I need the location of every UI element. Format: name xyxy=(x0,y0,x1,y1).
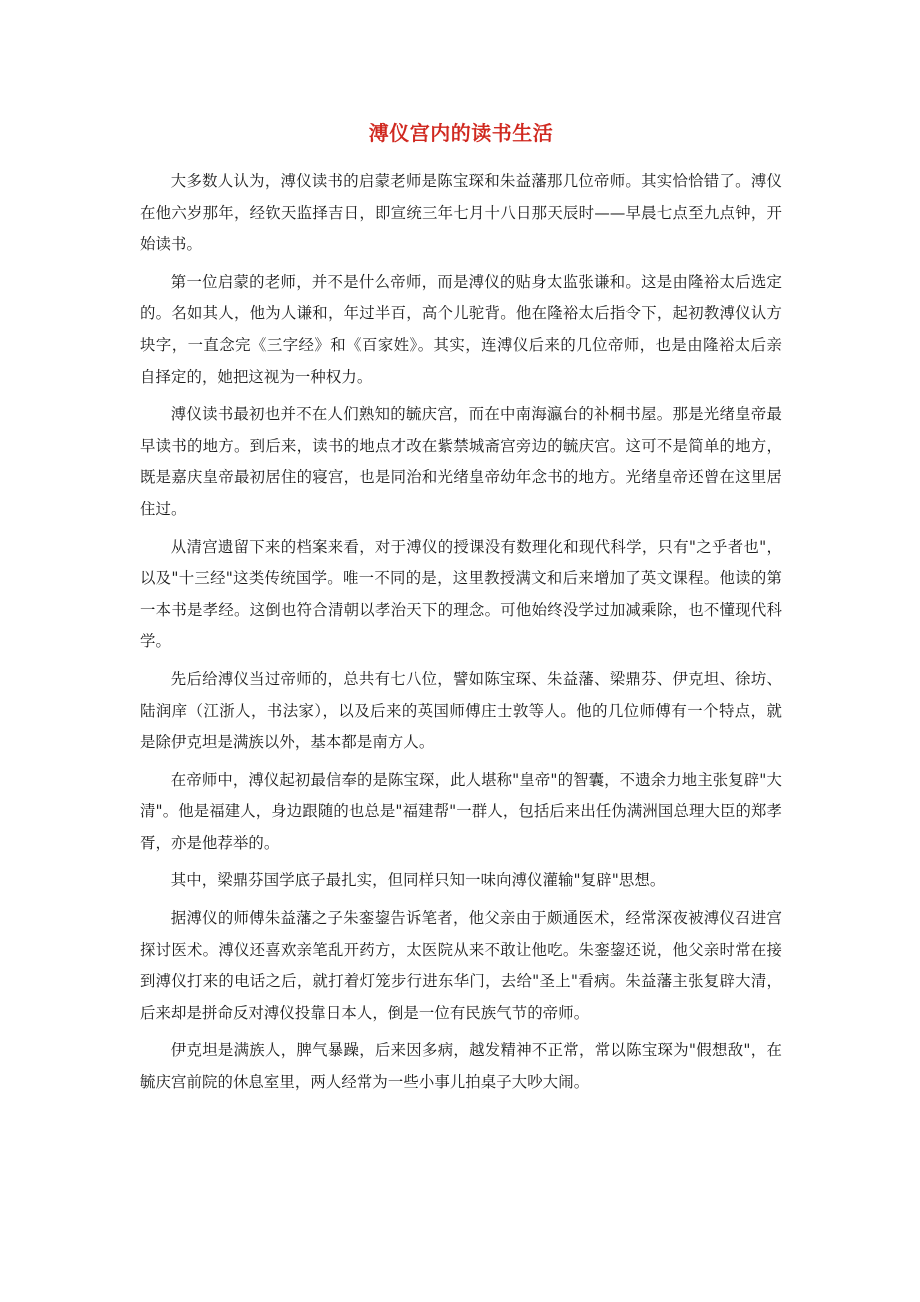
paragraph-7: 其中，梁鼎芬国学底子最扎实，但同样只知一味向溥仪灌输"复辟"思想。 xyxy=(170,871,666,890)
paragraph-5: 先后给溥仪当过帝师的，总共有七八位，譬如陈宝琛、朱益藩、梁鼎芬、伊克坦、徐坊、陆润庠（江浙人，书法家），以及后来的英国师傅庄士敦等人。他的几位师傅有一个特点，就是除伊克坦是满族以外，基本都是南方人。 xyxy=(140,669,782,752)
paragraph-2: 第一位启蒙的老师，并不是什么帝师，而是溥仪的贴身太监张谦和。这是由隆裕太后选定的。名如其人，他为人谦和，年过半百，高个儿驼背。他在隆裕太后指令下，起初教溥仪认方块字，一直念完《三字经》和《百家姓》。其实，连溥仪后来的几位帝师，也是由隆裕太后亲自择定的，她把这视为一种权力。 xyxy=(140,272,782,386)
paragraph-6: 在帝师中，溥仪起初最信奉的是陈宝琛，此人堪称"皇帝"的智囊，不遗余力地主张复辟"大清"。他是福建人，身边跟随的也总是"福建帮"一群人，包括后来出任伪满洲国总理大臣的郑孝胥，亦是他荐举的。 xyxy=(140,770,782,852)
paragraph-4: 从清宫遗留下来的档案来看，对于溥仪的授课没有数理化和现代科学，只有"之乎者也"，以及"十三经"这类传统国学。唯一不同的是，这里教授满文和后来增加了英文课程。他读的第一本书是孝经。这倒也符合清朝以孝治天下的理念。可他始终没学过加减乘除，也不懂现代科学。 xyxy=(140,537,782,651)
document-page xyxy=(140,116,782,1105)
paragraph-3: 溥仪读书最初也并不在人们熟知的毓庆宫，而在中南海瀛台的补桐书屋。那是光绪皇帝最早读书的地方。到后来，读书的地点才改在紫禁城斋宫旁边的毓庆宫。这可不是简单的地方，既是嘉庆皇帝最初居住的寝宫，也是同治和光绪皇帝幼年念书的地方。光绪皇帝还曾在这里居住过。 xyxy=(140,405,782,518)
paragraph-8: 据溥仪的师傅朱益藩之子朱銮鋆告诉笔者，他父亲由于颇通医术，经常深夜被溥仪召进宫探讨医术。溥仪还喜欢亲笔乱开药方，太医院从来不敢让他吃。朱銮鋆还说，他父亲时常在接到溥仪打来的电话之后，就打着灯笼步行进东华门，去给"圣上"看病。朱益藩主张复辟大清，后来却是拼命反对溥仪投靠日本人，倒是一位有民族气节的帝师。 xyxy=(140,909,782,1022)
paragraph-9: 伊克坦是满族人，脾气暴躁，后来因多病，越发精神不正常，常以陈宝琛为"假想敌"，在毓庆宫前院的休息室里，两人经常为一些小事儿拍桌子大吵大闹。 xyxy=(140,1041,782,1092)
document-title: 溥仪宫内的读书生活 xyxy=(368,121,554,145)
paragraph-1: 大多数人认为，溥仪读书的启蒙老师是陈宝琛和朱益藩那几位帝师。其实恰恰错了。溥仪在他六岁那年，经钦天监择吉日，即宣统三年七月十八日那天辰时——早晨七点至九点钟，开始读书。 xyxy=(140,172,782,254)
